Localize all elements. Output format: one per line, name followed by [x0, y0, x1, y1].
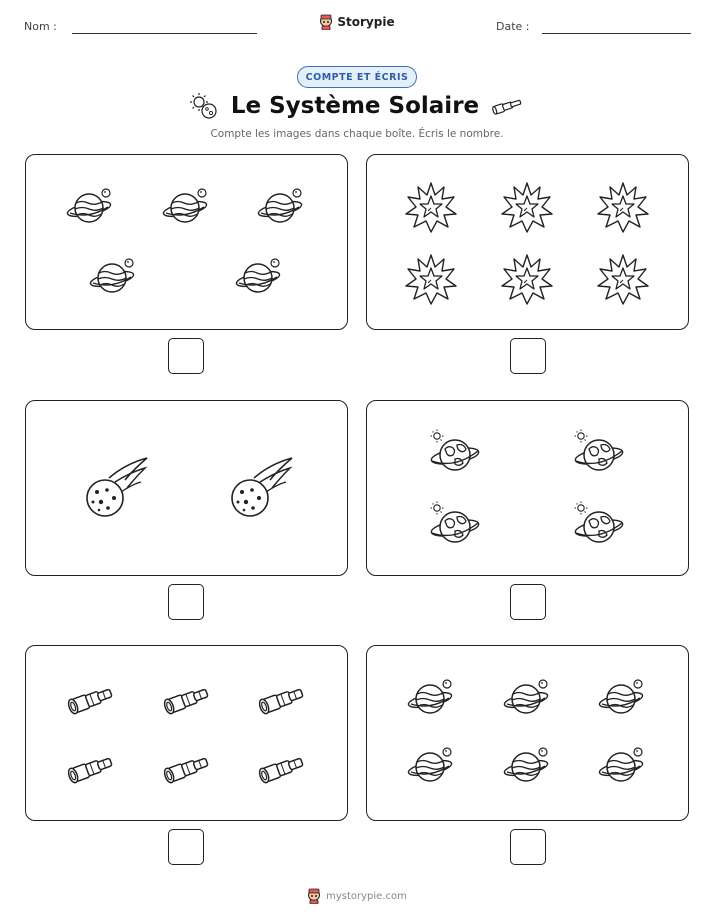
answer-box-4[interactable]	[510, 584, 546, 620]
count-box-1	[25, 154, 348, 330]
star-icon	[500, 253, 554, 297]
comet-icon	[226, 456, 296, 520]
count-box-5	[25, 645, 348, 821]
telescope-icon	[160, 678, 214, 722]
footer	[0, 888, 714, 904]
star-icon	[500, 181, 554, 225]
name-label: Nom :	[24, 20, 57, 33]
planet-icon	[64, 185, 118, 229]
comet-icon	[81, 456, 151, 520]
count-box-3	[25, 400, 348, 576]
star-icon	[404, 181, 458, 225]
activity-badge: COMPTE ET ÉCRIS	[297, 66, 417, 88]
instructions: Compte les images dans chaque boîte. Écris le nombre.	[210, 128, 504, 140]
page-title	[0, 92, 714, 120]
footer-url: mystorypie.com	[326, 890, 407, 902]
planet-icon	[501, 676, 555, 720]
answer-box-2[interactable]	[510, 338, 546, 374]
telescope-icon	[255, 747, 309, 791]
date-field[interactable]	[542, 33, 691, 34]
count-box-2	[366, 154, 689, 330]
planet-icon	[87, 255, 141, 299]
earth-icon	[429, 501, 483, 545]
telescope-icon	[491, 96, 525, 116]
count-box-4	[366, 400, 689, 576]
title-text: Le Système Solaire	[230, 93, 480, 119]
earth-icon	[573, 429, 627, 473]
star-icon	[596, 253, 650, 297]
telescope-icon	[160, 747, 214, 791]
telescope-icon	[255, 678, 309, 722]
mascot-icon	[307, 888, 321, 904]
planet-icon	[501, 744, 555, 788]
star-icon	[596, 181, 650, 225]
star-icon	[404, 253, 458, 297]
date-label: Date :	[496, 20, 530, 33]
telescope-icon	[64, 747, 118, 791]
planet-icon	[233, 255, 287, 299]
brand-logo	[0, 14, 714, 30]
brand-name: Storypie	[337, 15, 395, 29]
planet-icon	[405, 676, 459, 720]
planet-icon	[596, 676, 650, 720]
answer-box-1[interactable]	[168, 338, 204, 374]
planet-icon	[405, 744, 459, 788]
mascot-icon	[319, 14, 333, 30]
name-field[interactable]	[72, 33, 257, 34]
count-box-6	[366, 645, 689, 821]
earth-icon	[573, 501, 627, 545]
telescope-icon	[64, 678, 118, 722]
sun-moon-icon	[189, 92, 219, 120]
planet-icon	[596, 744, 650, 788]
answer-box-5[interactable]	[168, 829, 204, 865]
planet-icon	[255, 185, 309, 229]
answer-box-6[interactable]	[510, 829, 546, 865]
answer-box-3[interactable]	[168, 584, 204, 620]
planet-icon	[160, 185, 214, 229]
earth-icon	[429, 429, 483, 473]
